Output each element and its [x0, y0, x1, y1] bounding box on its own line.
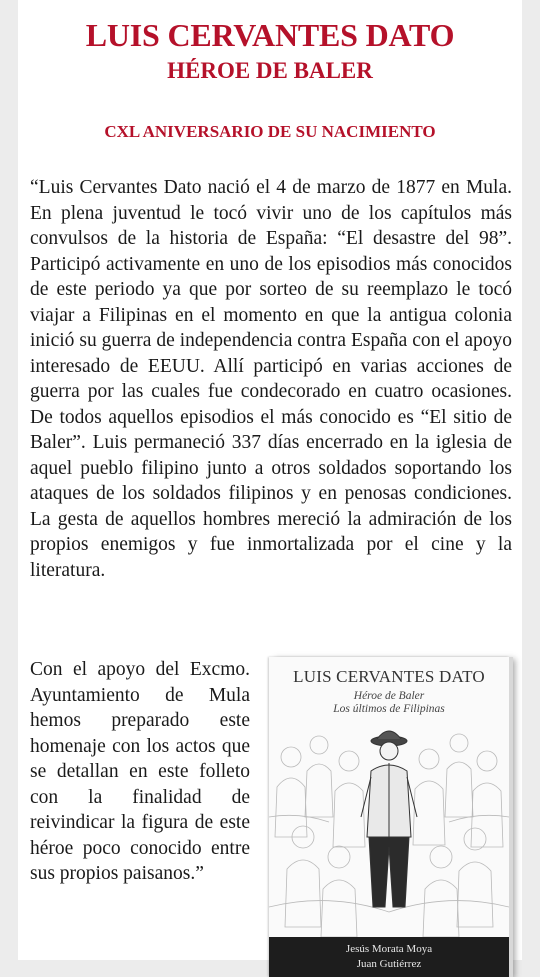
page-subtitle: HÉROE DE BALER	[167, 58, 373, 83]
book-author-1: Jesús Morata Moya	[345, 943, 433, 955]
book-author-2: Juan Gutiérrez	[356, 958, 422, 970]
soldiers-illustration	[269, 717, 509, 937]
book-title: LUIS CERVANTES DATO	[293, 667, 485, 686]
document-page	[18, 0, 522, 970]
book-cover-image	[269, 657, 509, 977]
main-paragraph: “Luis Cervantes Dato nació el 4 de marzo de 1877 en Mula. En plena juventud le tocó vivir uno de los capítulos más convulsos de la historia de España: “El desastre del 98”. Participó activamente en uno de los episodios más conocidos de este periodo ya que por sorteo de su reemplazo le tocó viajar a Filipinas en el momento en que la antigua colonia inició su guerra de independencia contra España con el apoyo interesado de EEUU. Allí participó en varias acciones de guerra por las cuales fue condecorado en cuatro ocasiones. De todos aquellos episodios el más conocido es “El sitio de Baler”. Luis permaneció 337 días encerrado en la iglesia de aquel pueblo filipino junto a otros soldados soportando los ataques de los soldados filipinos y en penosas condiciones. La gesta de aquellos hombres mereció la admiración de los propios enemigos y fue inmortalizada por el cine y la literatura.	[30, 177, 512, 581]
book-subtitle-2: Los últimos de Filipinas	[333, 703, 445, 715]
book-subtitle-1: Héroe de Baler	[353, 690, 425, 702]
closing-paragraph: Con el apoyo del Excmo. Ayuntamiento de Mula hemos preparado este homenaje con los actos que se detallan en este folleto con la finalidad de reivindicar la figura de este héroe poco conocido entre sus propios paisanos.”	[30, 659, 250, 884]
page-title: LUIS CERVANTES DATO	[85, 17, 455, 53]
anniversary-heading: CXL ANIVERSARIO DE SU NACIMIENTO	[104, 122, 436, 141]
book-author-band	[269, 937, 509, 977]
